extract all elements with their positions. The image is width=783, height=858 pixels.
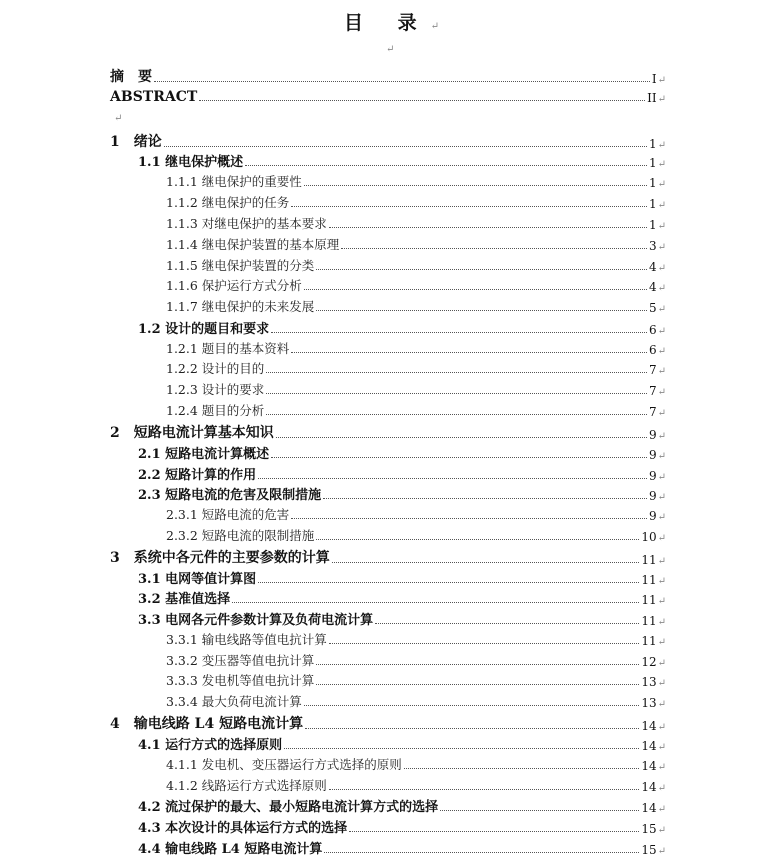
toc-page-number: 9: [648, 428, 657, 442]
toc-page-number: 3: [648, 239, 657, 253]
paragraph-mark-icon: ↵: [657, 408, 666, 419]
toc-page-number: 9: [648, 469, 657, 483]
toc-entry-label: 1.2.4 题目的分析: [166, 403, 265, 418]
paragraph-mark-icon: ↵: [657, 722, 666, 733]
toc-entry-label: 1.1.6 保护运行方式分析: [166, 278, 302, 293]
toc-entry-label: 4.1.2 线路运行方式选择原则: [166, 778, 327, 793]
toc-dot-leader: [266, 393, 647, 394]
toc-dot-leader: [291, 206, 647, 207]
paragraph-mark-icon: ↵: [657, 451, 666, 462]
toc-entry-label: 1 绪论: [110, 134, 162, 150]
toc-title-text: 目 录: [343, 12, 431, 34]
toc-dot-leader: [291, 352, 647, 353]
paragraph-mark-icon: ↵: [657, 846, 666, 857]
paragraph-mark-icon: ↵: [657, 658, 666, 669]
toc-dot-leader: [266, 414, 647, 415]
toc-page-number: 13: [641, 696, 657, 710]
toc-entry[interactable]: [166, 505, 666, 523]
toc-page-number: 11: [641, 573, 657, 587]
toc-entry-label: 1.2.2 设计的目的: [166, 361, 265, 376]
toc-entry-label: 1.1.2 继电保护的任务: [166, 195, 290, 210]
toc-dot-leader: [266, 372, 647, 373]
toc-entry[interactable]: [138, 796, 666, 815]
toc-entry-label: 2.2 短路计算的作用: [138, 468, 257, 483]
toc-entry[interactable]: [138, 588, 666, 607]
paragraph-mark-icon: ↵: [114, 113, 123, 124]
toc-dot-leader: [329, 227, 647, 228]
toc-entry-label: 1.1 继电保护概述: [138, 155, 244, 170]
toc-entry-label: 1.1.1 继电保护的重要性: [166, 174, 302, 189]
toc-entry-label: 3.3.1 输电线路等值电抗计算: [166, 632, 327, 647]
toc-page-number: 11: [641, 634, 657, 648]
toc-entry[interactable]: [166, 630, 666, 648]
toc-entry[interactable]: [110, 422, 666, 442]
toc-entry[interactable]: [166, 776, 666, 794]
toc-page-number: 11: [641, 593, 657, 607]
toc-page-number: 4: [648, 260, 657, 274]
paragraph-mark-icon: ↵: [657, 140, 666, 151]
paragraph-mark-icon: ↵: [657, 200, 666, 211]
toc-entry[interactable]: [166, 339, 666, 357]
paragraph-mark-icon: ↵: [657, 326, 666, 337]
toc-entry-label: 摘 要: [110, 69, 152, 85]
toc-dot-leader: [276, 437, 647, 438]
toc-entry-label: 3 系统中各元件的主要参数的计算: [110, 550, 330, 566]
toc-entry[interactable]: [138, 151, 666, 170]
toc-entry-label: 4.1 运行方式的选择原则: [138, 738, 283, 753]
toc-dot-leader: [404, 768, 640, 769]
toc-page-number: 9: [648, 448, 657, 462]
toc-dot-leader: [316, 310, 647, 311]
toc-page-number: 5: [648, 301, 657, 315]
toc-dot-leader: [291, 518, 647, 519]
toc-dot-leader: [232, 602, 639, 603]
toc-dot-leader: [258, 478, 647, 479]
toc-dot-leader: [305, 728, 639, 729]
toc-entry-label: 1.1.7 继电保护的未来发展: [166, 299, 315, 314]
toc-entry[interactable]: [110, 66, 666, 86]
toc-dot-leader: [329, 789, 640, 790]
toc-page-number: 11: [641, 553, 657, 567]
toc-dot-leader: [341, 248, 647, 249]
toc-page-number: 7: [648, 405, 657, 419]
toc-page-number: 1: [648, 176, 657, 190]
paragraph-mark-icon: ↵: [657, 492, 666, 503]
paragraph-mark-icon: ↵: [657, 242, 666, 253]
paragraph-mark-icon: ↵: [657, 804, 666, 815]
toc-entry[interactable]: [166, 651, 666, 669]
paragraph-mark-icon: ↵: [657, 263, 666, 274]
toc-entry[interactable]: [138, 817, 666, 836]
toc-entry[interactable]: [166, 526, 666, 544]
toc-dot-leader: [323, 498, 647, 499]
toc-entry-label: 3.2 基准值选择: [138, 592, 231, 607]
toc-entry-label: 1.1.5 继电保护装置的分类: [166, 258, 315, 273]
toc-page-number: 15: [641, 822, 657, 836]
paragraph-mark-icon: ↵: [430, 21, 439, 32]
paragraph-mark-icon: ↵: [657, 596, 666, 607]
paragraph-mark-icon: ↵: [657, 94, 666, 105]
toc-page-number: 1: [648, 156, 657, 170]
toc-entry[interactable]: [166, 359, 666, 377]
paragraph-mark-icon: ↵: [657, 576, 666, 587]
toc-entry-label: 1.1.4 继电保护装置的基本原理: [166, 237, 340, 252]
toc-page-number: 9: [648, 489, 657, 503]
paragraph-mark-icon: ↵: [657, 387, 666, 398]
toc-entry-label: 4.2 流过保护的最大、最小短路电流计算方式的选择: [138, 800, 439, 815]
toc-dot-leader: [304, 289, 647, 290]
toc-page-number: 14: [641, 739, 657, 753]
toc-entry[interactable]: [110, 131, 666, 151]
toc-entry-label: 4.1.1 发电机、变压器运行方式选择的原则: [166, 757, 402, 772]
toc-entry[interactable]: [138, 443, 666, 462]
toc-page-number: 7: [648, 384, 657, 398]
toc-page-number: 14: [641, 780, 657, 794]
toc-entry-label: 3.3 电网各元件参数计算及负荷电流计算: [138, 613, 374, 628]
toc-entry[interactable]: [166, 401, 666, 419]
paragraph-mark-icon: ↵: [657, 346, 666, 357]
toc-entry[interactable]: [138, 318, 666, 337]
toc-entry[interactable]: [166, 755, 666, 773]
toc-entry-label: 4.4 输电线路 L4 短路电流计算: [138, 842, 323, 857]
paragraph-mark-icon: ↵: [657, 159, 666, 170]
paragraph-mark-icon: ↵: [657, 825, 666, 836]
toc-page-number: 9: [648, 509, 657, 523]
paragraph-mark-icon: ↵: [657, 762, 666, 773]
toc-page-number: 11: [641, 614, 657, 628]
toc-entry[interactable]: [166, 214, 666, 232]
paragraph-mark-icon: ↵: [657, 283, 666, 294]
toc-page-number: 6: [648, 323, 657, 337]
paragraph-mark-icon: ↵: [657, 637, 666, 648]
toc-entry-label: 1.2 设计的题目和要求: [138, 322, 270, 337]
toc-entry[interactable]: [166, 256, 666, 274]
toc-dot-leader: [284, 748, 639, 749]
toc-page-number: II: [647, 91, 657, 105]
paragraph-mark-icon: ↵: [657, 431, 666, 442]
toc-dot-leader: [324, 852, 639, 853]
toc-dot-leader: [349, 831, 639, 832]
toc-entry-label: 2.1 短路电流计算概述: [138, 447, 270, 462]
toc-entry-label: 1.2.3 设计的要求: [166, 382, 265, 397]
toc-entry-label: 3.1 电网等值计算图: [138, 572, 257, 587]
toc-page-number: 14: [641, 801, 657, 815]
toc-entry[interactable]: [166, 380, 666, 398]
paragraph-mark-icon: ↵: [657, 75, 666, 86]
toc-entry-label: 2.3.2 短路电流的限制措施: [166, 528, 315, 543]
paragraph-mark-icon: ↵: [657, 533, 666, 544]
paragraph-mark-icon: ↵: [657, 512, 666, 523]
toc-entry[interactable]: [138, 484, 666, 503]
toc-entry[interactable]: [138, 838, 666, 857]
toc-entry[interactable]: [166, 276, 666, 294]
toc-entry-label: ABSTRACT: [110, 89, 198, 105]
toc-page-number: 6: [648, 343, 657, 357]
paragraph-mark-icon: ↵: [657, 783, 666, 794]
toc-page-number: 14: [641, 719, 657, 733]
paragraph-mark-icon: ↵: [657, 366, 666, 377]
toc-entry-label: 1.1.3 对继电保护的基本要求: [166, 216, 327, 231]
toc-dot-leader: [316, 539, 639, 540]
toc-dot-leader: [271, 332, 647, 333]
toc-entry-label: 3.3.2 变压器等值电抗计算: [166, 653, 315, 668]
toc-entry[interactable]: [110, 713, 666, 733]
toc-dot-leader: [304, 705, 640, 706]
toc-dot-leader: [332, 562, 640, 563]
toc-dot-leader: [245, 165, 647, 166]
toc-page-number: 7: [648, 363, 657, 377]
toc-entry[interactable]: [166, 297, 666, 315]
toc-page-number: 12: [641, 655, 657, 669]
toc-entry[interactable]: [138, 734, 666, 753]
toc-entry[interactable]: [138, 568, 666, 587]
toc-entry[interactable]: [110, 89, 666, 105]
toc-page-number: 1: [648, 197, 657, 211]
toc-entry-label: 3.3.3 发电机等值电抗计算: [166, 673, 315, 688]
toc-entry-label: 3.3.4 最大负荷电流计算: [166, 694, 302, 709]
toc-entry[interactable]: [166, 692, 666, 710]
toc-dot-leader: [316, 664, 639, 665]
paragraph-mark-icon: ↵: [657, 221, 666, 232]
toc-entry-label: 4 输电线路 L4 短路电流计算: [110, 716, 304, 732]
toc-dot-leader: [199, 100, 645, 101]
toc-dot-leader: [329, 643, 640, 644]
toc-page-number: I: [651, 72, 657, 86]
toc-entry-label: 4.3 本次设计的具体运行方式的选择: [138, 821, 348, 836]
toc-entry-label: 2 短路电流计算基本知识: [110, 425, 274, 441]
toc-entry[interactable]: [138, 464, 666, 483]
toc-dot-leader: [316, 684, 639, 685]
toc-entry[interactable]: [166, 193, 666, 211]
paragraph-mark-icon: ↵: [657, 304, 666, 315]
toc-page-number: 14: [641, 759, 657, 773]
toc-entry[interactable]: [138, 609, 666, 628]
toc-dot-leader: [304, 185, 647, 186]
paragraph-mark-icon: ↵: [657, 678, 666, 689]
toc-page-number: 4: [648, 280, 657, 294]
toc-entry-label: 2.3 短路电流的危害及限制措施: [138, 488, 322, 503]
toc-dot-leader: [154, 81, 650, 82]
paragraph-mark-icon: ↵: [386, 44, 395, 55]
toc-entry[interactable]: [166, 235, 666, 253]
toc-dot-leader: [375, 623, 639, 624]
toc-entry-label: 1.2.1 题目的基本资料: [166, 341, 290, 356]
toc-page-number: 10: [641, 530, 657, 544]
toc-entry-label: 2.3.1 短路电流的危害: [166, 507, 290, 522]
toc-page-number: 1: [648, 218, 657, 232]
toc-dot-leader: [316, 269, 647, 270]
toc-page-number: 15: [641, 843, 657, 857]
toc-dot-leader: [271, 457, 647, 458]
toc-dot-leader: [164, 146, 647, 147]
paragraph-mark-icon: ↵: [657, 556, 666, 567]
toc-page-number: 1: [648, 137, 657, 151]
paragraph-mark-icon: ↵: [657, 472, 666, 483]
toc-dot-leader: [258, 582, 639, 583]
paragraph-mark-icon: ↵: [657, 742, 666, 753]
paragraph-mark-icon: ↵: [657, 179, 666, 190]
paragraph-mark-icon: ↵: [657, 617, 666, 628]
toc-page-number: 13: [641, 675, 657, 689]
toc-title: [0, 8, 783, 35]
toc-entry[interactable]: [166, 671, 666, 689]
toc-entry[interactable]: [110, 547, 666, 567]
toc-entry[interactable]: [166, 172, 666, 190]
toc-dot-leader: [440, 810, 639, 811]
paragraph-mark-icon: ↵: [657, 699, 666, 710]
